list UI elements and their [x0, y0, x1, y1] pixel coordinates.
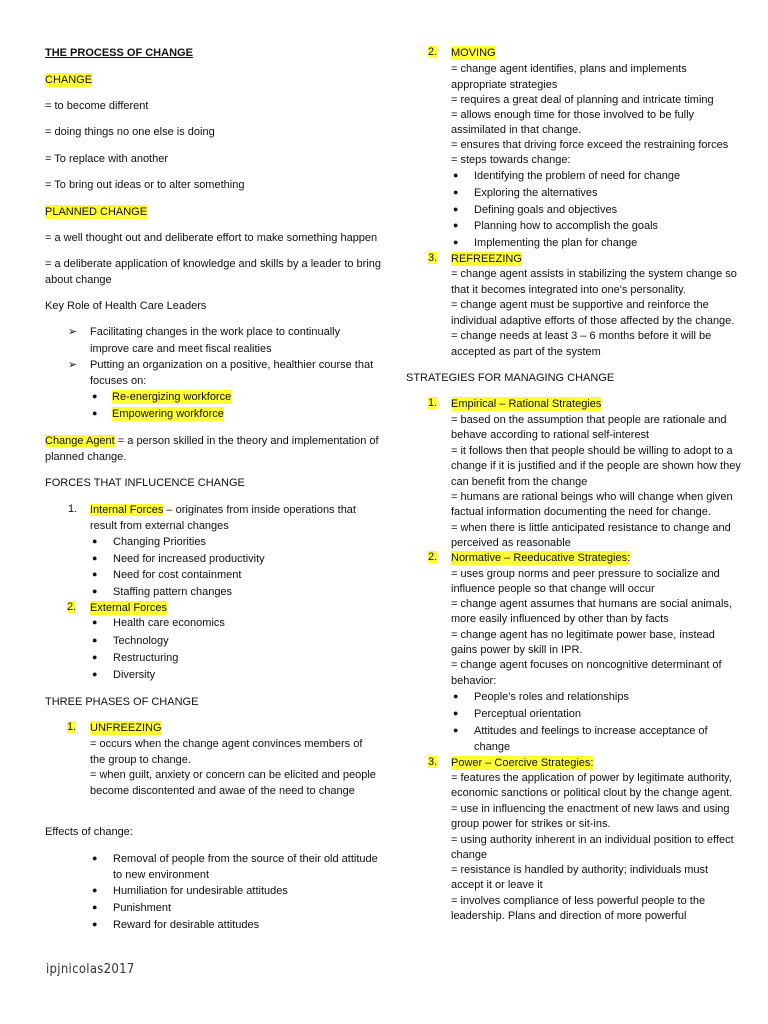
empirical-term: Empirical – Rational Strategies — [451, 398, 602, 410]
change-agent-def-line2: planned change. — [45, 451, 127, 463]
key-role-heading: Key Role of Health Care Leaders — [45, 300, 207, 312]
internal-item-1: Changing Priorities — [113, 536, 206, 548]
unfreezing-line-2: the group to change. — [90, 754, 191, 766]
role-2b: focuses on: — [90, 375, 147, 387]
external-item-4: Diversity — [113, 669, 156, 681]
bullet-icon: ● — [453, 220, 459, 230]
internal-item-4: Staffing pattern changes — [113, 586, 233, 598]
power-line-8: accept it or leave it — [451, 879, 543, 891]
external-item-1: Health care economics — [113, 617, 225, 629]
unfreezing-number: 1. — [67, 721, 77, 733]
empirical-line-6: = humans are rational beings who will change when given — [451, 491, 733, 503]
bullet-icon: ● — [92, 408, 98, 418]
refreezing-line-1: = change agent assists in stabilizing the system change so — [451, 268, 737, 280]
forces-heading: FORCES THAT INFLUCENCE CHANGE — [45, 477, 245, 489]
arrow-bullet-icon: ➢ — [68, 326, 78, 338]
bullet-icon: ● — [92, 885, 98, 895]
focus-2: Empowering workforce — [112, 408, 224, 420]
normative-item-2: Perceptual orientation — [474, 708, 582, 720]
internal-item-3: Need for cost containment — [113, 569, 242, 581]
change-def-1: = to become different — [45, 100, 149, 112]
unfreezing-line-3: = when guilt, anxiety or concern can be elicited and people — [90, 769, 376, 781]
moving-step-5: Implementing the plan for change — [474, 237, 638, 249]
change-def-2: = doing things no one else is doing — [45, 126, 215, 138]
external-item-2: Technology — [113, 635, 169, 647]
planned-def-2b: about change — [45, 274, 112, 286]
moving-line-2: appropriate strategies — [451, 79, 558, 91]
focus-1: Re-energizing workforce — [112, 391, 232, 403]
role-1b: improve care and meet fiscal realities — [90, 343, 272, 355]
moving-term: MOVING — [451, 47, 496, 59]
empirical-line-2: behave according to rational self-interest — [451, 429, 650, 441]
planned-def-2a: = a deliberate application of knowledge and skills by a leader to bring — [45, 258, 382, 270]
normative-line-1: = uses group norms and peer pressure to socialize and — [451, 568, 720, 580]
normative-line-5: = change agent has no legitimate power base, instead — [451, 629, 715, 641]
bullet-icon: ● — [92, 536, 98, 546]
moving-step-4: Planning how to accomplish the goals — [474, 220, 659, 232]
empirical-line-4: change if it is justified and if the people are shown how they — [451, 460, 741, 472]
normative-item-1: People's roles and relationships — [474, 691, 629, 703]
normative-line-7: = change agent focuses on noncognitive determinant of — [451, 659, 722, 671]
power-line-10: leadership. Plans and direction of more powerful — [451, 910, 687, 922]
empirical-line-1: = based on the assumption that people are rationale and — [451, 414, 727, 426]
role-1a: Facilitating changes in the work place to continually — [90, 326, 341, 338]
internal-item-2: Need for increased productivity — [113, 553, 265, 565]
refreezing-line-2: that it becomes integrated into one's personality. — [451, 284, 686, 296]
effect-2: Humiliation for undesirable attitudes — [113, 885, 288, 897]
doc-title: THE PROCESS OF CHANGE — [45, 47, 193, 59]
unfreezing-line-1: = occurs when the change agent convinces members of — [90, 738, 363, 750]
power-line-7: = resistance is handled by authority; individuals must — [451, 864, 709, 876]
bullet-icon: ● — [92, 669, 98, 679]
refreezing-line-6: accepted as part of the system — [451, 346, 601, 358]
power-number: 3. — [428, 756, 438, 768]
power-line-1: = features the application of power by legitimate authority, — [451, 772, 732, 784]
bullet-icon: ● — [453, 187, 459, 197]
moving-step-3: Defining goals and objectives — [474, 204, 618, 216]
internal-forces-line1 — [90, 503, 356, 517]
power-line-3: = use in influencing the enactment of new laws and using — [451, 803, 730, 815]
footer-watermark: ipjnicolas2017 — [46, 962, 135, 977]
bullet-icon: ● — [92, 586, 98, 596]
moving-line-6: = ensures that driving force exceed the restraining forces — [451, 139, 729, 151]
normative-line-3: = change agent assumes that humans are social animals, — [451, 598, 732, 610]
moving-number: 2. — [428, 46, 438, 58]
empirical-line-9: perceived as reasonable — [451, 537, 571, 549]
power-line-5: = using authority inherent in an individual position to effect — [451, 834, 734, 846]
normative-item-3b: change — [474, 741, 511, 753]
effect-1a: Removal of people from the source of their old attitude — [113, 853, 378, 865]
normative-line-8: behavior: — [451, 675, 497, 687]
moving-line-5: assimilated in that change. — [451, 124, 582, 136]
change-agent-def-line1 — [45, 434, 379, 448]
effect-3: Punishment — [113, 902, 172, 914]
moving-step-2: Exploring the alternatives — [474, 187, 598, 199]
normative-number: 2. — [428, 551, 438, 563]
power-term: Power – Coercive Strategies: — [451, 757, 594, 769]
bullet-icon: ● — [92, 569, 98, 579]
moving-line-3: = requires a great deal of planning and intricate timing — [451, 94, 714, 106]
external-number: 2. — [67, 601, 77, 613]
bullet-icon: ● — [92, 617, 98, 627]
empirical-line-8: = when there is little anticipated resistance to change and — [451, 522, 731, 534]
bullet-icon: ● — [92, 853, 98, 863]
internal-number: 1. — [68, 503, 78, 515]
planned-def-1: = a well thought out and deliberate effort to make something happen — [45, 232, 378, 244]
external-forces-term: External Forces — [90, 602, 168, 614]
normative-line-6: gains power by skill in IPR. — [451, 644, 583, 656]
moving-step-1: Identifying the problem of need for change — [474, 170, 681, 182]
power-line-6: change — [451, 849, 488, 861]
arrow-bullet-icon: ➢ — [68, 359, 78, 371]
strategies-heading: STRATEGIES FOR MANAGING CHANGE — [406, 372, 615, 384]
bullet-icon: ● — [92, 902, 98, 912]
change-heading: CHANGE — [45, 74, 93, 86]
bullet-icon: ● — [453, 691, 459, 701]
change-def-3: = To replace with another — [45, 153, 169, 165]
empirical-line-7: factual information documenting the need for change. — [451, 506, 711, 518]
effects-heading: Effects of change: — [45, 826, 133, 838]
bullet-icon: ● — [453, 204, 459, 214]
moving-line-4: = allows enough time for those involved to be fully — [451, 109, 695, 121]
normative-term: Normative – Reeducative Strategies: — [451, 552, 631, 564]
change-def-4: = To bring out ideas or to alter something — [45, 179, 245, 191]
bullet-icon: ● — [92, 553, 98, 563]
empirical-line-3: = it follows then that people should be willing to adopt to a — [451, 445, 733, 457]
refreezing-term: REFREEZING — [451, 253, 522, 265]
bullet-icon: ● — [92, 919, 98, 929]
normative-line-4: more easily influenced by other than by facts — [451, 613, 669, 625]
change-agent-def: = a person skilled in the theory and implementation of — [114, 435, 379, 447]
bullet-icon: ● — [453, 170, 459, 180]
normative-item-3a: Attitudes and feelings to increase acceptance of — [474, 725, 708, 737]
power-line-9: = involves compliance of less powerful people to the — [451, 895, 706, 907]
bullet-icon: ● — [453, 237, 459, 247]
unfreezing-term: UNFREEZING — [90, 722, 162, 734]
refreezing-number: 3. — [428, 252, 438, 264]
empirical-line-5: can benefit from the change — [451, 476, 588, 488]
bullet-icon: ● — [92, 652, 98, 662]
external-item-3: Restructuring — [113, 652, 179, 664]
empirical-number: 1. — [428, 397, 438, 409]
role-2a: Putting an organization on a positive, healthier course that — [90, 359, 374, 371]
unfreezing-line-4: become discontented and awae of the need to change — [90, 785, 355, 797]
planned-change-heading: PLANNED CHANGE — [45, 206, 148, 218]
internal-forces-def: – originates from inside operations that — [163, 504, 356, 516]
power-line-4: group power for strikes or sit-ins. — [451, 818, 611, 830]
phases-heading: THREE PHASES OF CHANGE — [45, 696, 199, 708]
bullet-icon: ● — [453, 725, 459, 735]
change-agent-term: Change Agent — [45, 435, 115, 447]
bullet-icon: ● — [92, 391, 98, 401]
effect-1b: to new environment — [113, 869, 209, 881]
moving-line-7: = steps towards change: — [451, 154, 571, 166]
internal-forces-line2: result from external changes — [90, 520, 229, 532]
power-line-2: economic sanctions or political clout by the change agent. — [451, 787, 733, 799]
internal-forces-term: Internal Forces — [90, 504, 164, 516]
normative-line-2: influence people so that change will occur — [451, 583, 655, 595]
bullet-icon: ● — [92, 635, 98, 645]
moving-line-1: = change agent identifies, plans and implements — [451, 63, 687, 75]
effect-4: Reward for desirable attitudes — [113, 919, 260, 931]
refreezing-line-5: = change needs at least 3 – 6 months before it will be — [451, 330, 712, 342]
bullet-icon: ● — [453, 708, 459, 718]
refreezing-line-3: = change agent must be supportive and reinforce the — [451, 299, 709, 311]
refreezing-line-4: individual adaptive efforts of those affected by the change. — [451, 315, 735, 327]
